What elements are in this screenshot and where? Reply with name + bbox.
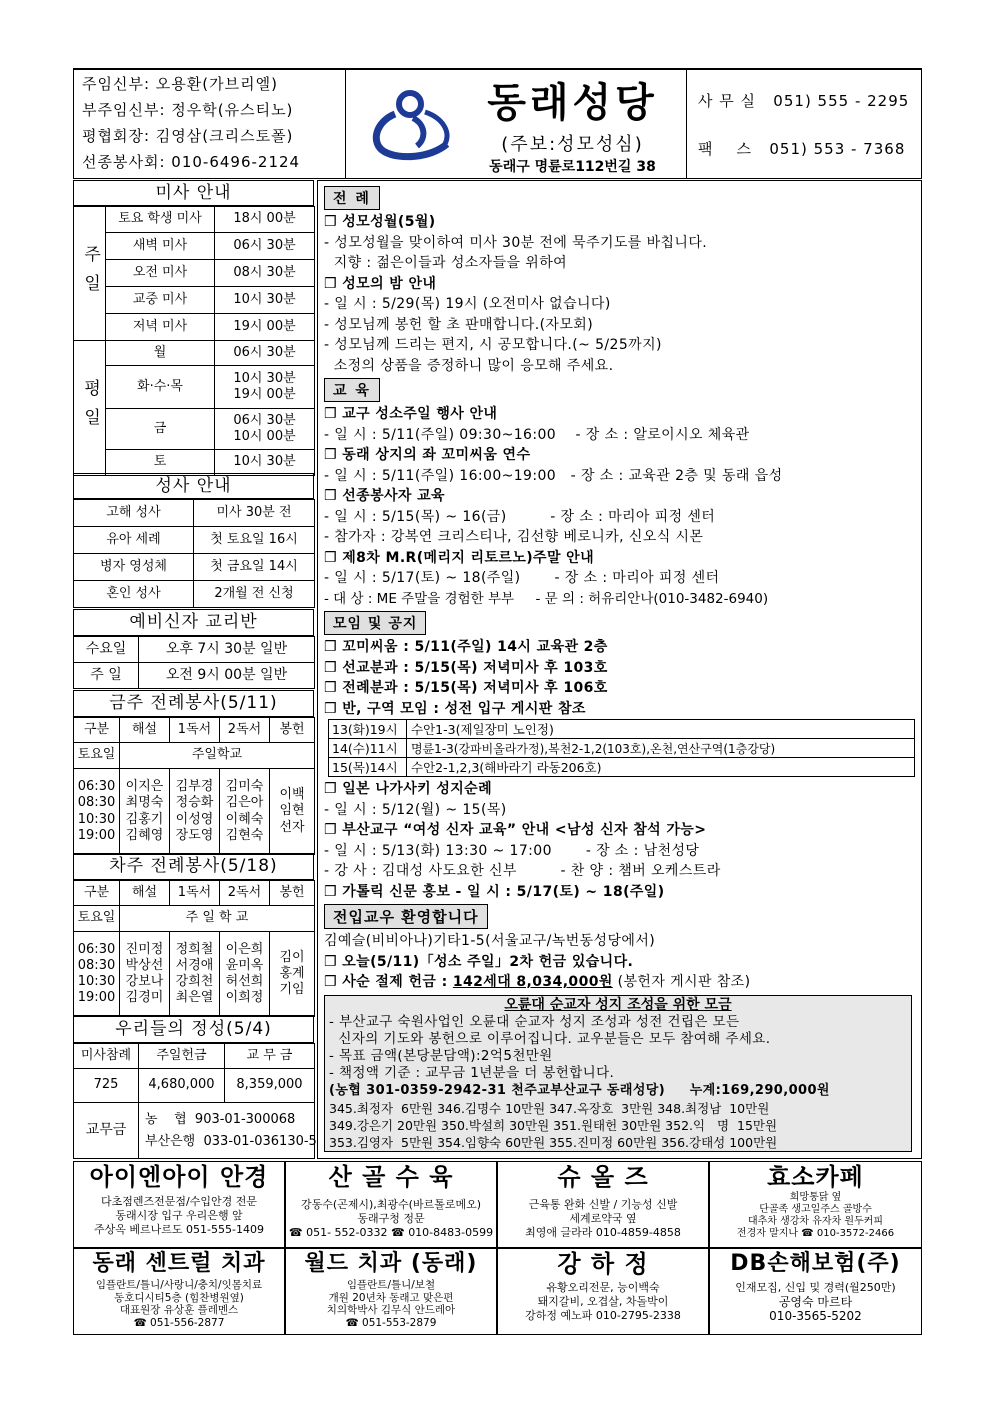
col-header: 봉헌 (270, 881, 315, 906)
person: 김현숙 (225, 827, 264, 843)
ad-name: 강 하 정 (557, 1250, 649, 1278)
fund-title: 오륜대 순교자 성지 조성을 위한 모금 (504, 996, 732, 1013)
notice-heading: ❒ 일본 나가사키 성지순례 (324, 781, 493, 797)
donor-line: 349.강은기 20만원 350.박설희 30만원 351.원태헌 30만원 352.익 명 15만원 (329, 1117, 778, 1133)
person: 강보나 (125, 974, 164, 989)
fund-text: 신자의 기도와 봉헌으로 이루어집니다. 교우분들은 모두 참여해 주세요. (329, 1030, 771, 1047)
notice-text: - 성모성월을 맞이하여 미사 30분 전에 묵주기도를 바칩니다. (324, 234, 708, 251)
header-divider-left (345, 68, 346, 179)
times-cell (74, 932, 120, 1017)
sacrament-title: 성사 안내 (73, 473, 314, 499)
staff-council: 평협회장: 김영삼(크리스토폴) (82, 127, 294, 145)
col-header: 교 무 금 (225, 1044, 315, 1069)
mass-time: 08시 30분 (215, 260, 315, 287)
next-week-title: 차주 전례봉사(5/18) (73, 853, 314, 880)
time: 06:30 (77, 941, 116, 957)
col-header: 구분 (74, 718, 120, 743)
meeting-place: 수안2-1,2,3(해바라기 라동206호) (407, 758, 915, 777)
education-tag: 교 육 (324, 378, 380, 402)
person: 진미정 (125, 941, 164, 957)
catechumen-table (73, 636, 315, 689)
ad-text: 최영애 글라라 010-4859-4858 (525, 1226, 681, 1239)
ad-text: 강동수(곤제시),최광수(바르톨로메오) (300, 1198, 482, 1211)
person: 김은아 (225, 795, 264, 811)
bank-accounts (139, 1103, 315, 1159)
notice-text: - 대 상 : ME 주말을 경험한 부부 - 문 의 : 허유리안나(010-3482-6940) (324, 590, 769, 607)
fund-text: - 목표 금액(본당분담액):2억5천만원 (329, 1047, 553, 1064)
reader1-cell (170, 769, 220, 855)
time: 06:30 (77, 779, 116, 794)
welcome-tag: 전입교우 환영합니다 (324, 904, 488, 929)
ad-name: 아이엔아이 안경 (89, 1163, 269, 1191)
sacrament-time: 2개월 전 신청 (194, 581, 315, 608)
saturday-label: 토요일 (74, 906, 120, 932)
meetings-tag: 모임 및 공지 (324, 611, 426, 635)
fund-box (324, 995, 912, 1152)
ad-shoes (497, 1161, 709, 1248)
saturday-label: 토요일 (74, 743, 120, 769)
header-divider-right (686, 68, 687, 179)
mass-table (73, 206, 315, 476)
time: 08:30 (77, 795, 116, 811)
ad-text: 동래구청 정문 (357, 1212, 425, 1225)
ad-text: 대추차 생강차 유자차 원두커피 (747, 1216, 884, 1227)
lent-offering (324, 972, 919, 993)
notice-text: - 일 시 : 5/12(월) ~ 15(목) (324, 801, 507, 818)
person: 이백 (279, 787, 305, 803)
col-header: 1독서 (170, 718, 220, 743)
col-header: 2독서 (220, 718, 270, 743)
staff-funeral: 선종봉사회: 010-6496-2124 (82, 153, 301, 171)
notice-heading: ❒ 교구 성소주일 행사 안내 (324, 406, 498, 422)
reader2-cell (220, 932, 270, 1017)
liturgy-tag: 전 례 (324, 186, 380, 210)
weekday-name: 월 (106, 341, 215, 366)
ad-text: 근육통 완화 신발 / 기능성 신발 (528, 1198, 678, 1211)
ad-text: ☎ 051-556-2877 (133, 1316, 225, 1329)
bank-name: 농 협 (145, 1111, 187, 1127)
notice-text: - 일 시 : 5/11(주일) 16:00~19:00 - 장 소 : 교육관 2층 및 동래 읍성 (324, 467, 783, 484)
person: 허선희 (225, 974, 264, 989)
meeting-place: 명륜1-3(강파비올라가정),복천2-1,2(103호),온천,연산구역(1층강당) (407, 739, 915, 758)
offering-cell (270, 769, 315, 855)
bank-row (145, 1109, 312, 1131)
ad-text: 주상옥 베르나르도 051-555-1409 (94, 1223, 264, 1236)
church-logo-icon (365, 82, 460, 162)
ad-text: 010-3565-5202 (769, 1309, 862, 1323)
bank-row (145, 1131, 317, 1153)
mass-title: 미사 안내 (73, 180, 314, 206)
bank-name: 부산은행 (145, 1133, 196, 1149)
attendance-value: 725 (74, 1069, 139, 1103)
ad-text: 유황오리전문, 능이백숙 (546, 1281, 660, 1294)
commentator-cell (120, 769, 170, 855)
lent-amount: 142세대 8,034,000원 (452, 974, 613, 990)
person: 최명숙 (125, 795, 164, 811)
dues-value: 8,359,000 (225, 1069, 315, 1103)
meeting-time: 15(목)14시 (329, 758, 407, 777)
meeting-place: 수안1-3(제일장미 노인정) (407, 720, 915, 739)
ad-cafe (709, 1161, 922, 1248)
ad-name: 동래 센트럴 치과 (92, 1251, 266, 1276)
weekday-times (215, 366, 315, 409)
ad-text: 인재모집, 신입 및 경력(월250만) (735, 1281, 896, 1294)
person: 강희천 (175, 974, 214, 989)
weekday-time: 06시 30분 (215, 341, 315, 366)
notice-heading: ❒ 선종봉사자 교육 (324, 488, 445, 504)
person: 김경미 (125, 990, 164, 1006)
mass-name: 교중 미사 (106, 287, 215, 314)
person: 서경애 (175, 957, 214, 973)
ad-text: 대표원장 유상훈 플레멘스 (119, 1304, 239, 1316)
notice-heading: ❒ 제8차 M.R(메리지 리토르노)주말 안내 (324, 549, 595, 566)
ad-optical (73, 1161, 285, 1248)
notice-heading: ❒ 성모의 밤 안내 (324, 275, 437, 292)
ad-name: 효소카페 (767, 1163, 864, 1191)
col-header: 2독서 (220, 881, 270, 906)
ad-name: 월드 치과 (동래) (304, 1251, 478, 1276)
bank-account: 903-01-300068 (194, 1111, 296, 1127)
class-time: 오후 7시 30분 일반 (139, 637, 315, 663)
ad-text: 전경자 말지나 ☎ 010-3572-2466 (736, 1228, 895, 1239)
notice-text: - 일 시 : 5/29(목) 19시 (오전미사 없습니다) (324, 296, 611, 312)
sacrament-name: 고해 성사 (74, 500, 194, 527)
lent-label: ❒ 사순 절제 헌금 : (324, 974, 453, 990)
ad-text: 다초점렌즈전문점/수입안경 전문 (101, 1195, 257, 1208)
sacrament-name: 유아 세례 (74, 527, 194, 554)
notice-text: - 성모님께 드리는 편지, 시 공모합니다.(~ 5/25까지) (324, 337, 662, 353)
donor-line: 353.김영자 5만원 354.임향숙 60만원 355.진미정 60만원 356.강태성 100만원 (329, 1134, 778, 1150)
person: 김홍기 (125, 811, 164, 827)
weekday-name: 금 (106, 409, 215, 450)
person: 김혜영 (125, 827, 164, 843)
notice-heading: ❒ 동래 상지의 좌 꼬미씨움 연수 (324, 447, 531, 463)
ad-text: 공영숙 마르타 (778, 1295, 853, 1309)
notice-heading: ❒ 선교분과 : 5/15(목) 저녁미사 후 103호 (324, 659, 608, 676)
col-header: 미사참례 (74, 1044, 139, 1069)
mass-time: 06시 30분 (215, 233, 315, 260)
notice-text: - 성모님께 봉헌 할 초 판매합니다.(자모회) (324, 316, 594, 333)
weekday-time: 10시 00분 (233, 429, 296, 444)
lent-note: (봉헌자 게시판 참조) (612, 974, 751, 990)
mass-time: 19시 00분 (215, 314, 315, 341)
this-week-title: 금주 전례봉사(5/11) (73, 690, 314, 717)
right-content (324, 186, 919, 1152)
notice-heading: ❒ 성모성월(5월) (324, 214, 436, 230)
next-week-table (73, 880, 315, 1017)
dues-label: 교무금 (74, 1103, 139, 1159)
time: 19:00 (77, 827, 116, 843)
mass-name: 저녁 미사 (106, 314, 215, 341)
office-phone: 사 무 실 051) 555 - 2295 (698, 92, 910, 110)
class-day: 주 일 (74, 663, 139, 689)
fund-text: - 책정액 기준 : 교무금 1년분을 더 봉헌합니다. (329, 1064, 615, 1081)
notice-text: - 일 시 : 5/17(토) ~ 18(주일) - 장 소 : 마리아 피정 센터 (324, 570, 720, 586)
notice-text: - 강 사 : 김대성 사도요한 신부 - 찬 양 : 챔버 오케스트라 (324, 863, 721, 879)
ad-text: ☎ 051- 552-0332 ☎ 010-8483-0599 (288, 1226, 494, 1239)
col-header: 구분 (74, 881, 120, 906)
fund-account: (농협 301-0359-2942-31 천주교부산교구 동래성당) 누계:169,290,000원 (329, 1082, 830, 1098)
ad-text: ☎ 051-553-2879 (345, 1316, 437, 1329)
ad-name: 슈 올 즈 (557, 1163, 649, 1191)
notice-text: - 일 시 : 5/13(화) 13:30 ~ 17:00 - 장 소 : 남천성당 (324, 842, 700, 859)
notice-heading: ❒ 전례분과 : 5/15(목) 저녁미사 후 106호 (324, 680, 608, 696)
patron-name: (주보:성모성심) (501, 134, 644, 155)
notice-text: - 일 시 : 5/15(목) ~ 16(금) - 장 소 : 마리아 피정 센터 (324, 508, 716, 525)
class-day: 수요일 (74, 637, 139, 663)
time: 08:30 (77, 957, 116, 973)
sunday-offering-value: 4,680,000 (139, 1069, 225, 1103)
notice-heading: ❒ 가톨릭 신문 홍보 - 일 시 : 5/17(토) ~ 18(주일) (324, 883, 665, 900)
weekday-times (215, 409, 315, 450)
ad-text: 세계로약국 옆 (569, 1212, 637, 1225)
offering-title: 우리들의 정성(5/4) (73, 1015, 314, 1043)
ad-insurance (709, 1248, 922, 1335)
sacrament-time: 첫 토요일 16시 (194, 527, 315, 554)
notice-text: 지향 : 젊은이들과 성소자들을 위하여 (324, 255, 568, 271)
saturday-value: 주일학교 (120, 743, 315, 769)
sacrament-name: 병자 영성체 (74, 554, 194, 581)
commentator-cell (120, 932, 170, 1017)
mass-name: 새벽 미사 (106, 233, 215, 260)
meeting-time: 14(수)11시 (329, 739, 407, 758)
person: 이성영 (175, 811, 214, 827)
ad-duck-restaurant (497, 1248, 709, 1335)
sacrament-time: 미사 30분 전 (194, 500, 315, 527)
sacrament-name: 혼인 성사 (74, 581, 194, 608)
ad-text: 희망통닭 옆 (789, 1192, 842, 1203)
ad-name: DB손해보험(주) (730, 1251, 901, 1276)
reader2-cell (220, 769, 270, 855)
time: 19:00 (77, 990, 116, 1006)
person: 정승화 (175, 795, 214, 811)
time: 10:30 (77, 974, 116, 989)
col-header: 해설 (120, 881, 170, 906)
sacrament-time: 첫 금요일 14시 (194, 554, 315, 581)
person: 정희철 (175, 941, 214, 957)
welcome-text: 김예슬(비비아나)기타1-5(서울교구/녹번동성당에서) (324, 933, 656, 949)
person: 이지은 (125, 779, 164, 794)
weekday-time: 10시 30분 (233, 370, 296, 386)
saturday-value: 주 일 학 교 (120, 906, 315, 932)
weekday-name: 화·수·목 (106, 366, 215, 409)
ad-text: 치의학박사 김무식 안드레아 (326, 1304, 456, 1316)
weekday-time: 06시 30분 (233, 412, 296, 428)
staff-list (82, 71, 342, 175)
mass-name: 토요 학생 미사 (106, 207, 215, 233)
weekday-name: 토 (106, 450, 215, 476)
staff-assistant: 부주임신부: 정우학(유스티노) (82, 101, 294, 119)
ad-dental-world (285, 1248, 497, 1335)
mass-time: 10시 30분 (215, 287, 315, 314)
notice-heading: ❒ 부산교구 “여성 신자 교육” 안내 <남성 신자 참석 가능> (324, 822, 707, 838)
bank-account: 033-01-036130-5 (203, 1133, 317, 1149)
ad-text: 단골족 생고일주스 골방수 (759, 1204, 872, 1215)
time: 10:30 (77, 811, 116, 827)
ad-dental-central (73, 1248, 285, 1335)
person: 선자 (279, 819, 305, 835)
person: 박상선 (125, 957, 164, 973)
catechumen-title: 예비신자 교리반 (73, 609, 314, 636)
ad-text: 임플란트/틀니/보철 (346, 1279, 436, 1291)
ad-restaurant (285, 1161, 497, 1248)
class-time: 오전 9시 00분 일반 (139, 663, 315, 689)
person: 이희정 (225, 990, 264, 1006)
weekday-time: 10시 30분 (215, 450, 315, 476)
offering-cell (270, 932, 315, 1017)
reader1-cell (170, 932, 220, 1017)
notice-heading: ❒ 반, 구역 모임 : 성전 입구 게시판 참조 (324, 700, 586, 717)
church-name: 동래성당 (487, 80, 658, 126)
ad-text: 임플란트/틀니/사랑니/충치/잇몸치료 (95, 1279, 263, 1291)
person: 홍계 (279, 965, 305, 981)
mass-name: 오전 미사 (106, 260, 215, 287)
notice-text: - 일 시 : 5/11(주일) 09:30~16:00 - 장 소 : 알로이시오 체육관 (324, 426, 750, 443)
this-week-table (73, 717, 315, 855)
sacrament-table (73, 499, 315, 608)
ad-text: 동호디시티5층 (힘찬병원옆) (114, 1291, 244, 1304)
col-header: 1독서 (170, 881, 220, 906)
staff-pastor: 주임신부: 오용환(가브리엘) (82, 75, 278, 93)
meeting-time: 13(화)19시 (329, 720, 407, 739)
times-cell (74, 769, 120, 855)
weekday-label: 평일 (74, 341, 106, 476)
col-header: 주일헌금 (139, 1044, 225, 1069)
mass-time: 18시 00분 (215, 207, 315, 233)
person: 김이 (279, 949, 305, 965)
person: 기임 (279, 982, 305, 998)
ad-text: 개원 20년차 동래고 맞은편 (328, 1291, 454, 1304)
person: 임현 (279, 803, 305, 819)
notice-text: 소정의 상품을 증정하니 많이 응모해 주세요. (324, 357, 614, 374)
person: 최은열 (175, 990, 214, 1006)
person: 윤미옥 (225, 957, 264, 973)
col-header: 봉헌 (270, 718, 315, 743)
second-collection: ❒ 오늘(5/11)「성소 주일」2차 헌금 있습니다. (324, 953, 634, 970)
col-header: 해설 (120, 718, 170, 743)
notice-heading: ❒ 꼬미씨움 : 5/11(주일) 14시 교육관 2층 (324, 639, 608, 655)
weekday-time: 19시 00분 (233, 387, 296, 402)
sunday-label: 주일 (74, 207, 106, 341)
fax-number: 팩 스 051) 553 - 7368 (698, 140, 906, 158)
ad-name: 산 골 수 육 (328, 1163, 454, 1191)
person: 장도영 (175, 827, 214, 843)
person: 김미숙 (225, 779, 264, 794)
notice-text: - 참가자 : 강복연 크리스티나, 김선향 베로니카, 신오식 시몬 (324, 529, 704, 545)
person: 김부경 (175, 779, 214, 794)
person: 이은희 (225, 941, 264, 957)
fund-text: - 부산교구 숙원사업인 오륜대 순교자 성지 조성과 성전 건립은 모든 (329, 1013, 740, 1030)
church-address: 동래구 명륜로112번길 38 (489, 159, 656, 175)
ad-text: 강하정 예노파 010-2795-2338 (525, 1309, 681, 1322)
meeting-table (328, 719, 915, 777)
ad-text: 돼지갈비, 오겹살, 차돌박이 (537, 1295, 669, 1308)
donor-line: 345.최정자 6만원 346.김명수 10만원 347.옥장호 3만원 348.최정남 10만원 (329, 1100, 770, 1116)
offering-table (73, 1043, 315, 1159)
ad-text: 동래시장 입구 우리은행 앞 (115, 1209, 243, 1222)
person: 이혜숙 (225, 811, 264, 827)
